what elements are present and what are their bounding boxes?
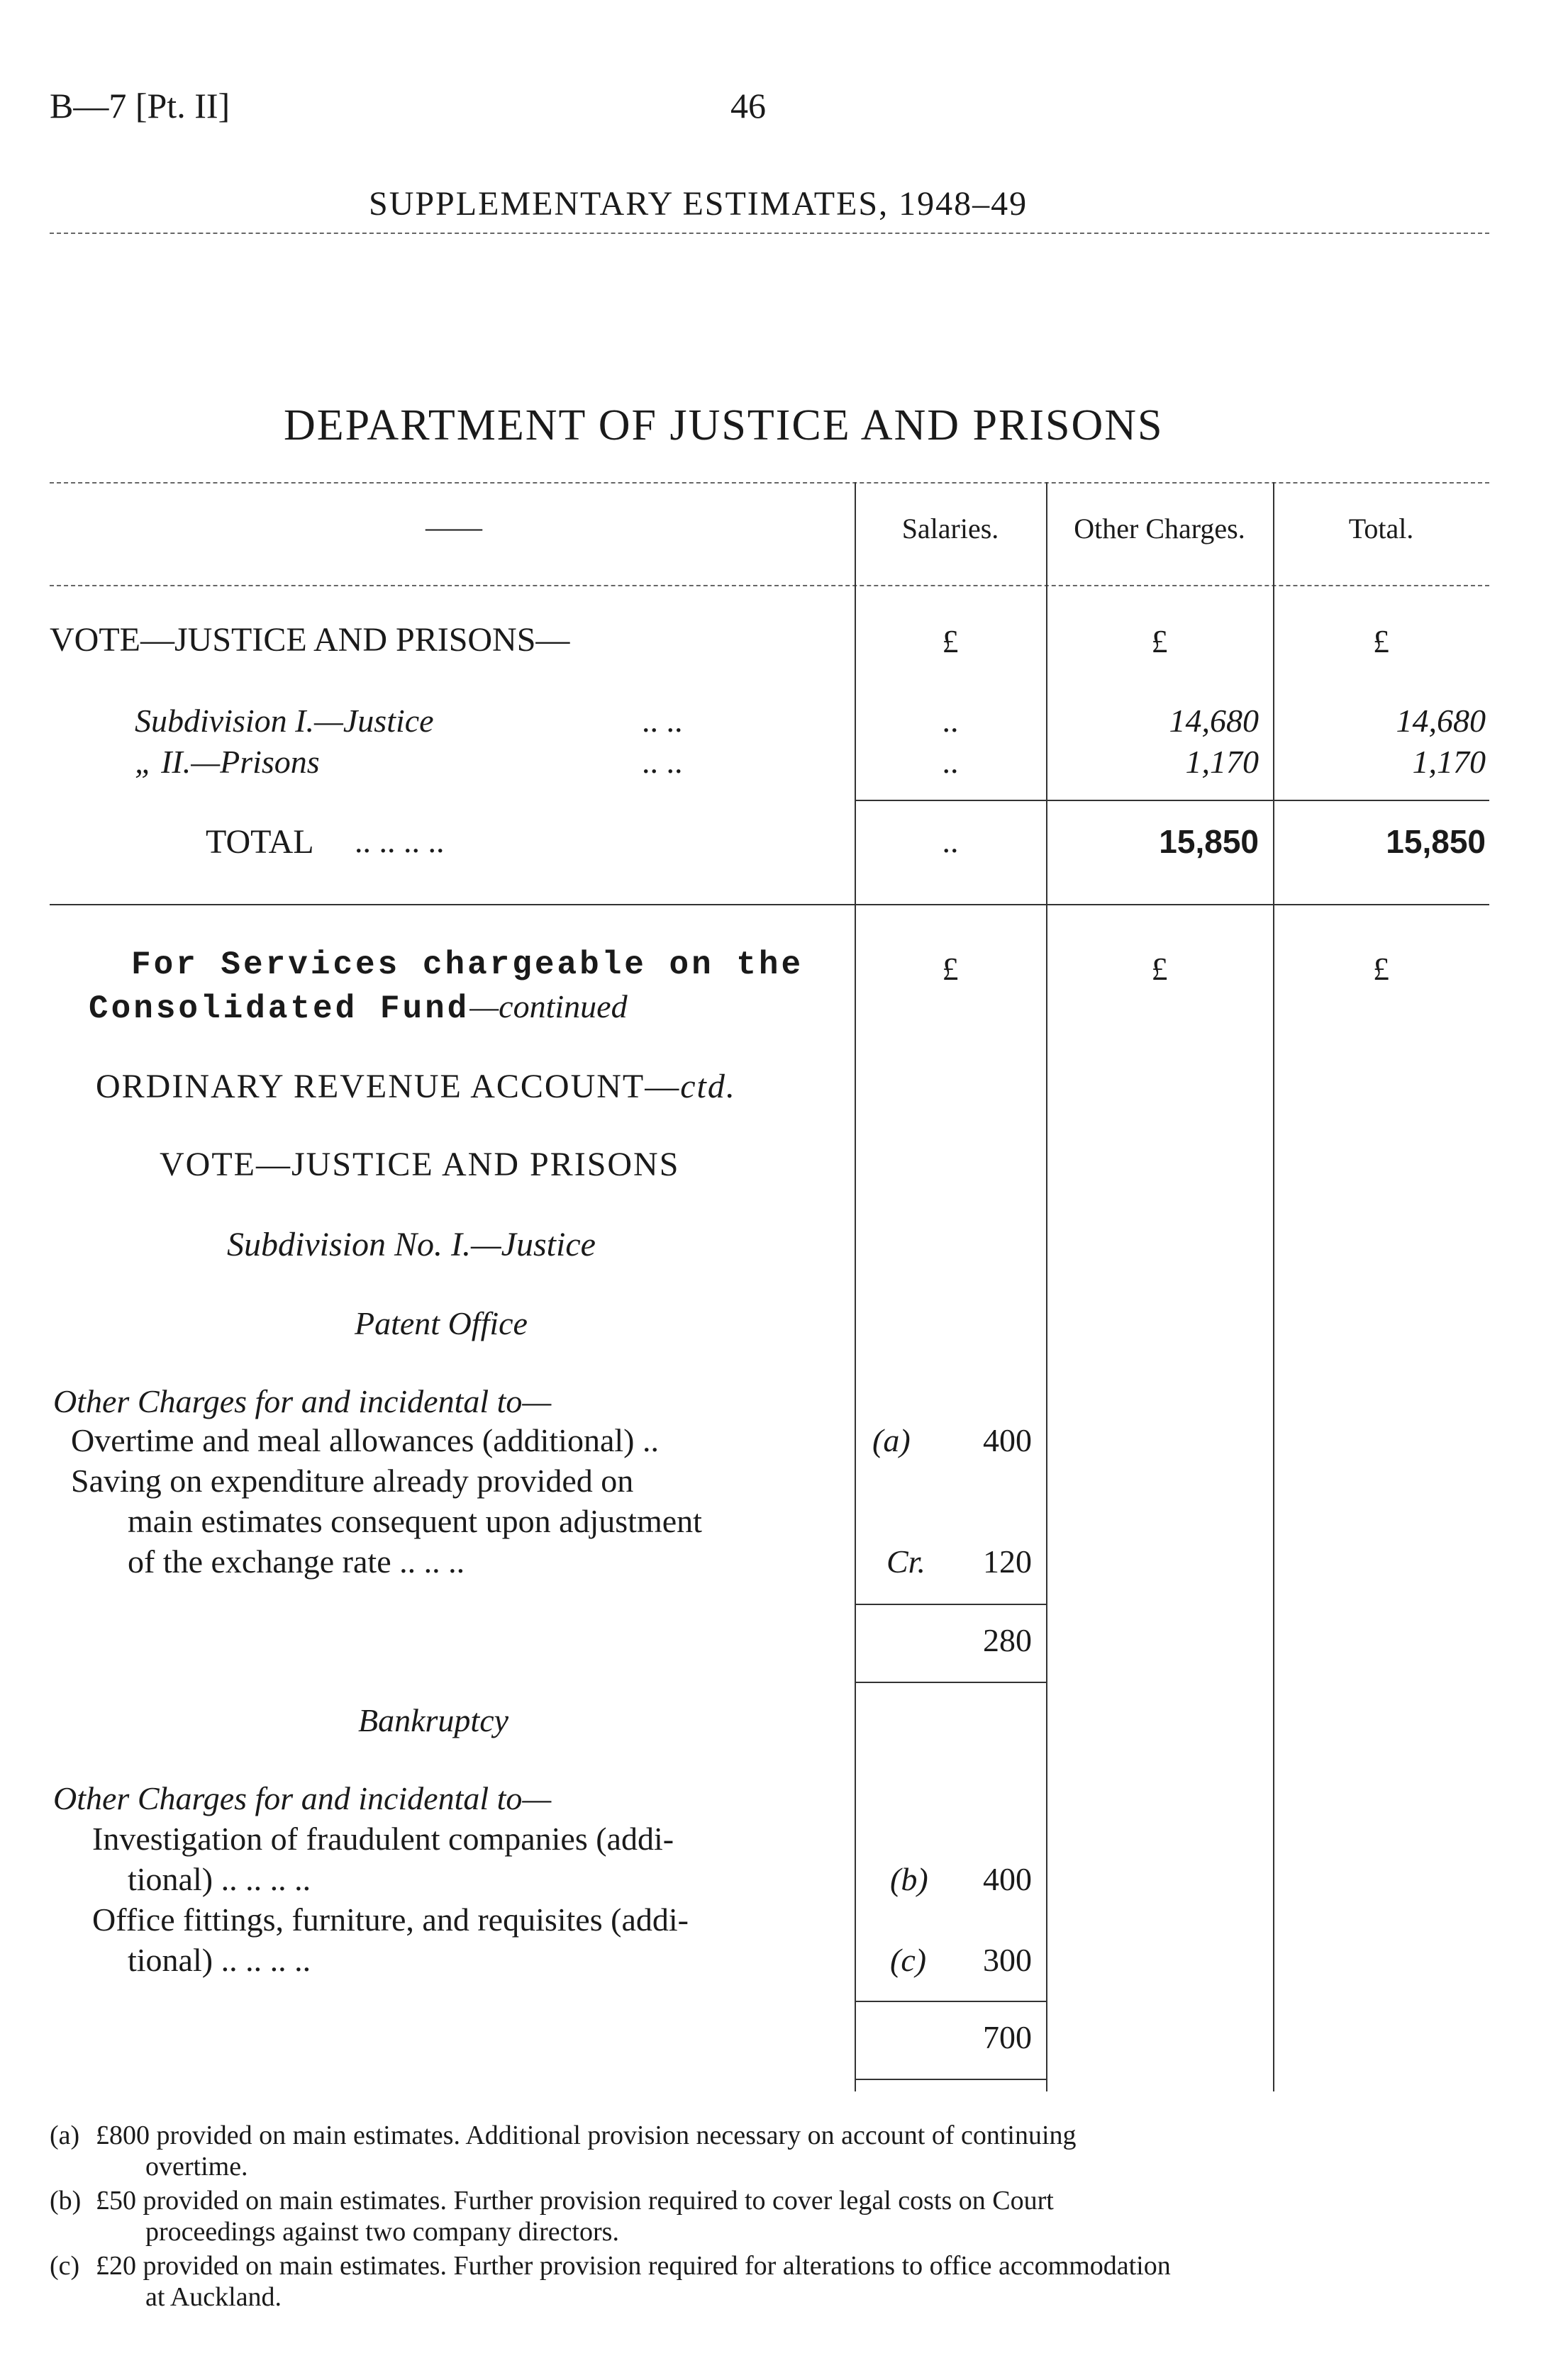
summary-row-leaders: .. .. [642,744,683,780]
item-prefix: (a) [872,1422,911,1458]
salaries-column-header: Salaries. [901,513,999,544]
summary-total-salaries: .. [942,823,959,859]
item-amount: 400 [983,1422,1032,1458]
summary-total-total: 15,850 [1386,823,1486,860]
item-investigation-line-2: tional) .. .. .. .. [128,1861,311,1897]
section-intro: Other Charges for and incidental to— [53,1383,552,1419]
summary-total-currency: £ [1373,623,1389,659]
section-title: Patent Office [355,1305,528,1341]
account-heading [96,1067,736,1106]
item-saving-line-1: Saving on expenditure already provided on [71,1463,634,1499]
detail-total-currency: £ [1373,951,1389,987]
section-intro: Other Charges for and incidental to— [53,1780,552,1816]
stub-column-header: —— [426,511,482,543]
footnote-mark: (a) [50,2121,80,2150]
patent-subtotal-bottom-rule [855,1682,1046,1683]
section-title: Bankruptcy [358,1702,509,1738]
item-amount: 120 [983,1543,1032,1580]
item-investigation-line-1: Investigation of fraudulent companies (addi- [92,1821,674,1857]
total-column-header: Total. [1348,513,1414,544]
bankruptcy-subtotal-rule [855,2001,1046,2002]
footnote-line-2: overtime. [145,2152,248,2181]
subdivision-heading: Subdivision No. I.—Justice [227,1226,596,1263]
item-saving-line-3: of the exchange rate .. .. .. [128,1543,465,1580]
item-prefix: Cr. [886,1543,925,1580]
footnote-mark: (b) [50,2186,82,2216]
summary-row-label: Subdivision I.—Justice [135,703,434,739]
page-number: 46 [730,86,766,125]
item-saving-line-2: main estimates consequent upon adjustment [128,1503,702,1539]
item-amount: 400 [983,1861,1032,1897]
summary-row-other-charges: 1,170 [1185,744,1259,780]
patent-subtotal: 280 [983,1622,1032,1658]
page-reference: B—7 [Pt. II] [50,86,230,125]
footnote-line-2: at Auckland. [145,2282,282,2312]
detail-other-charges-currency: £ [1151,951,1168,987]
services-heading-line-1: For Services chargeable on the [131,946,804,983]
item-prefix: (b) [890,1861,928,1897]
item-amount: 300 [983,1942,1032,1978]
department-title: DEPARTMENT OF JUSTICE AND PRISONS [284,401,1164,449]
services-heading-fund: Consolidated Fund [89,990,470,1027]
services-heading-line-2 [89,988,628,1027]
services-heading-continued: —continued [469,988,628,1024]
detail-salaries-currency: £ [942,951,959,987]
footnote-line-1: £800 provided on main estimates. Additional provision necessary on account of continuing [96,2121,1077,2150]
summary-vote-heading: VOTE—JUSTICE AND PRISONS— [50,621,570,659]
item-office-fittings-line-2: tional) .. .. .. .. [128,1942,311,1978]
summary-total-leaders: .. .. .. .. [355,823,445,859]
summary-row-leaders: .. .. [642,703,683,739]
bankruptcy-subtotal: 700 [983,2019,1032,2055]
running-title: SUPPLEMENTARY ESTIMATES, 1948–49 [369,185,1028,223]
summary-subtotal-rule [855,800,1489,801]
item-office-fittings-line-1: Office fittings, furniture, and requisites (addi- [92,1901,689,1938]
account-heading-ctd: ctd. [680,1068,736,1105]
footnote-line-1: £20 provided on main estimates. Further provision required for alterations to office accommodation [96,2251,1171,2281]
account-heading-text: ORDINARY REVENUE ACCOUNT— [96,1068,681,1105]
summary-row-total: 14,680 [1396,703,1486,739]
summary-row-salaries: .. [942,703,959,739]
patent-subtotal-rule [855,1604,1046,1605]
summary-row-other-charges: 14,680 [1169,703,1259,739]
header-rule [50,233,1489,234]
footnote-line-1: £50 provided on main estimates. Further provision required to cover legal costs on Court [96,2186,1054,2216]
summary-salaries-currency: £ [942,623,959,659]
detail-vote-heading: VOTE—JUSTICE AND PRISONS [160,1146,680,1183]
footnote-mark: (c) [50,2251,80,2281]
summary-bottom-rule [50,904,1489,905]
other-charges-column-header: Other Charges. [1074,513,1245,544]
summary-total-other-charges: 15,850 [1159,823,1259,860]
footnote-line-2: proceedings against two company directors. [145,2217,619,2247]
summary-row-label: „ II.—Prisons [135,744,320,780]
bankruptcy-subtotal-bottom-rule [855,2079,1046,2080]
summary-other-charges-currency: £ [1151,623,1168,659]
item-prefix: (c) [890,1942,927,1978]
summary-total-label: TOTAL [206,823,314,861]
summary-row-salaries: .. [942,744,959,780]
summary-row-total: 1,170 [1412,744,1486,780]
item-overtime-line-1: Overtime and meal allowances (additional) .. [71,1422,659,1458]
